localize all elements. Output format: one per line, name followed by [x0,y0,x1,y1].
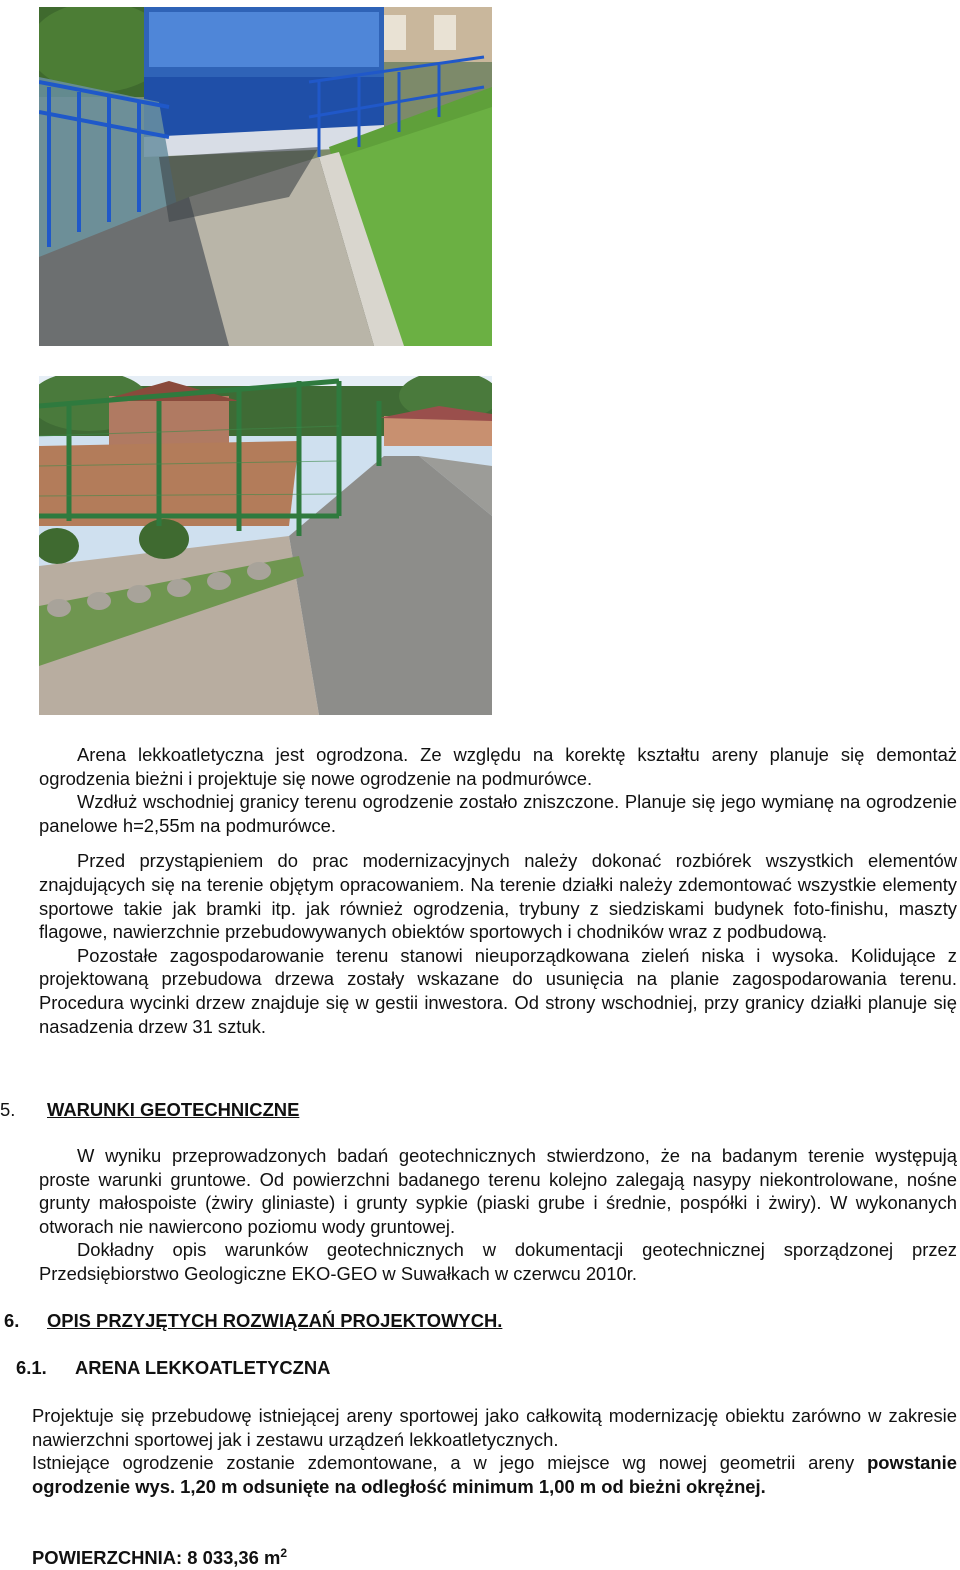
arena-description [32,1404,957,1498]
section-5-title: WARUNKI GEOTECHNICZNE [47,1099,300,1120]
geotechnical-description [39,1144,957,1286]
section-6-1-title: ARENA LEKKOATLETYCZNA [75,1357,331,1378]
paragraph: Projektuje się przebudowę istniejącej areny sportowej jako całkowitą modernizację obiektu zarówno w zakresie nawierzchni sportowej jak i zestawu urządzeń lekkoatletycznych. [32,1405,957,1450]
paragraph: W wyniku przeprowadzonych badań geotechnicznych stwierdzono, że na badanym terenie występują proste warunki gruntowe. Od powierzchni badanego terenu kolejno zalegają nasypy niekontrolowane, nośne grunty małospoiste (żwiry gliniaste) i grunty sypkie (piaski grube i średnie, pospółki i żwiry). W wykonanych otworach nie nawiercono poziomu wody gruntowej. [39,1145,957,1237]
paragraph: Wzdłuż wschodniej granicy terenu ogrodzenie zostało zniszczone. Planuje się jego wymianę na ogrodzenie panelowe h=2,55m na podmurówce. [39,791,957,836]
fence-and-road-photo [39,376,492,715]
paragraph: Dokładny opis warunków geotechnicznych w dokumentacji geotechnicznej sporządzonej przez Przedsiębiorstwo Geologiczne EKO-GEO w Suwałkach w czerwcu 2010r. [39,1239,957,1284]
paragraph: Arena lekkoatletyczna jest ogrodzona. Ze względu na korektę kształtu areny planuje się demontaż ogrodzenia bieżni i projektuje się nowe ogrodzenie na podmurówce. [39,744,957,789]
paragraph: Przed przystąpieniem do prac modernizacyjnych należy dokonać rozbiórek wszystkich elementów znajdujących się na terenie objętym opracowaniem. Na terenie działki należy zdemontować wszystkie elementy sportowe takie jak bramki itp. jak również ogrodzenia, trybuny z siedziskami budynek foto-finishu, maszty flagowe, nawierzchnie przebudowywanych obiektów sportowych i chodników wraz z podbudową. [39,850,957,943]
paragraph: Istniejące ogrodzenie zostanie zdemontowane, a w jego miejsce wg nowej geometrii areny powstanie ogrodzenie wys. 1,20 m odsunięte na odległość minimum 1,00 m od bieżni okrężnej. [32,1452,957,1497]
section-6-title: OPIS PRZYJĘTYCH ROZWIĄZAŃ PROJEKTOWYCH. [47,1310,503,1331]
paragraph: Pozostałe zagospodarowanie terenu stanowi nieuporządkowana zieleń niska i wysoka. Kolidujące z projektowaną przebudowa drzewa zostały wskazane do usunięcia na planie zagospodarowania terenu. Procedura wycinki drzew znajduje się w gestii inwestora. Od strony wschodniej, przy granicy działki planuje się nasadzenia drzew 31 sztuk. [39,944,957,1037]
area-value: POWIERZCHNIA: 8 033,36 $m^2$ [32,1546,288,1568]
fence-description [39,743,957,1038]
stadium-entrance-photo [39,7,492,346]
